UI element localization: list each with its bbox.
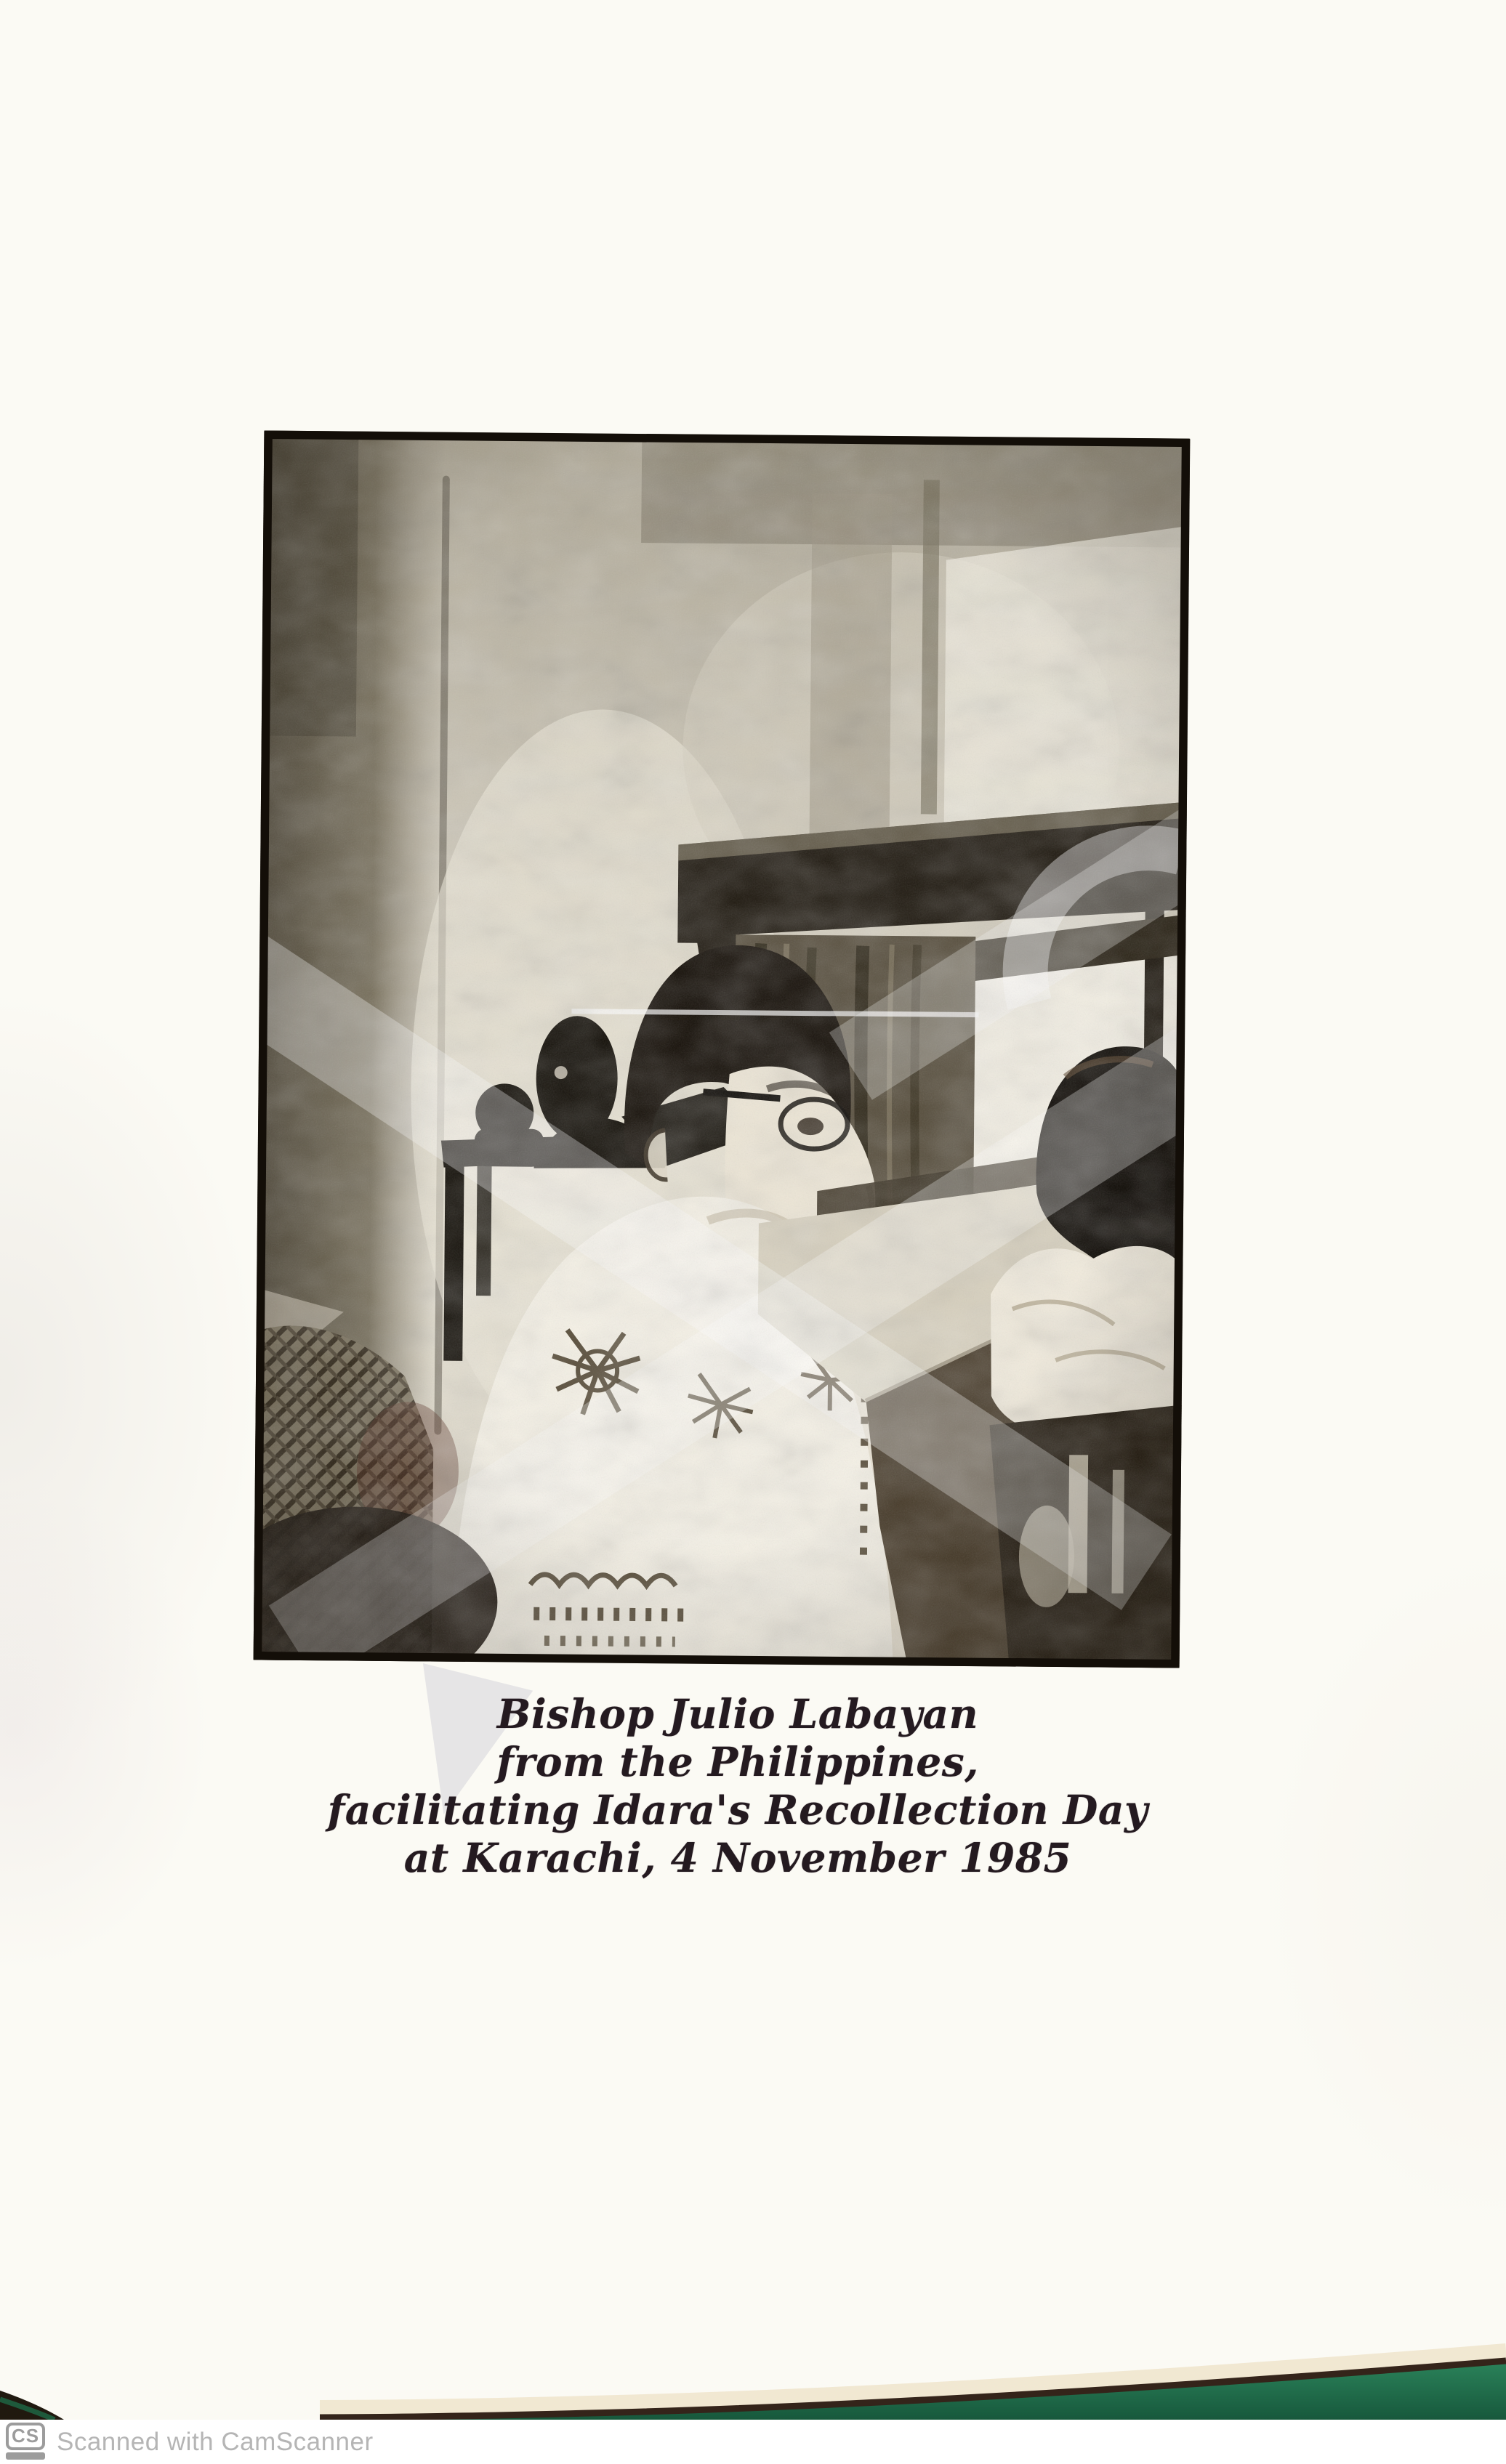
- caption-line-1: Bishop Julio Labayan: [496, 1690, 979, 1737]
- camscanner-footer: [0, 2420, 1506, 2464]
- caption-line-2: from the Philippines,: [496, 1738, 979, 1785]
- caption-line-3: facilitating Idara's Recollection Day: [327, 1786, 1148, 1833]
- caption-line-4: at Karachi, 4 November 1985: [403, 1834, 1072, 1881]
- photo-scene: [254, 430, 1191, 1668]
- scan-edge-graphic: [0, 2282, 1506, 2420]
- cs-icon-bar: [6, 2452, 45, 2460]
- photo-caption: [0, 1690, 1491, 1882]
- cs-icon-box: [6, 2423, 45, 2450]
- photograph: [254, 430, 1191, 1668]
- cs-icon-label: CS: [11, 2425, 40, 2447]
- photo-vignette: [254, 430, 1191, 1668]
- camscanner-cs-icon: [6, 2423, 45, 2462]
- camscanner-text: Scanned with CamScanner: [57, 2427, 374, 2456]
- scan-edge: [0, 2282, 1506, 2420]
